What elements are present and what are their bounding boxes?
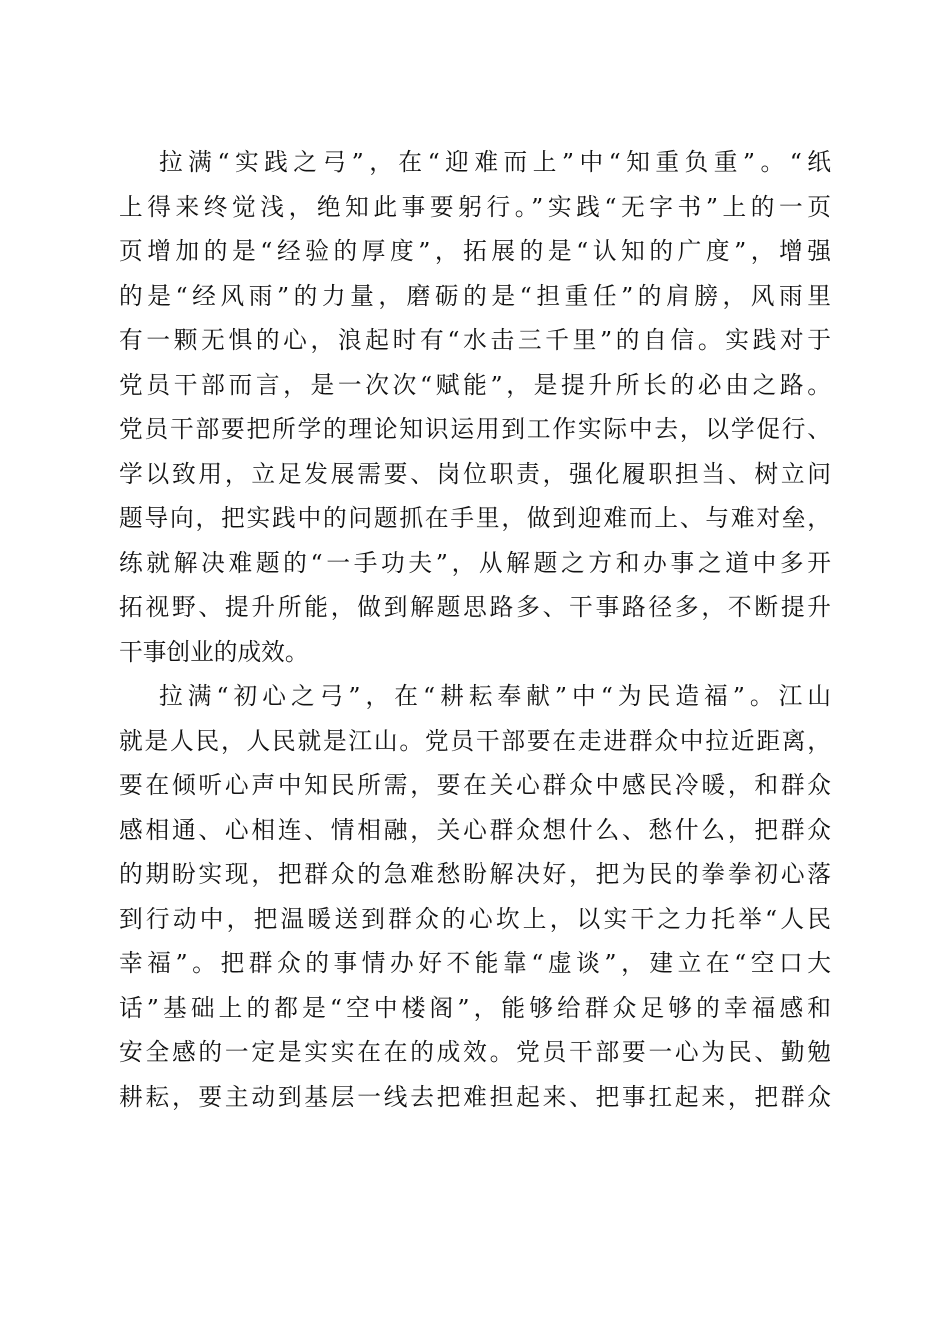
text-line: 党员干部要把所学的理论知识运用到工作实际中去，以学促行、 <box>119 415 831 443</box>
text-line: 要在倾听心声中知民所需，要在关心群众中感民冷暖，和群众 <box>119 771 831 799</box>
text-line: 党员干部而言，是一次次“赋能”，是提升所长的必由之路。 <box>119 370 831 399</box>
paragraph-practice-bow <box>119 140 831 674</box>
paragraph-original-aspiration-bow <box>119 674 831 1119</box>
text-line: 就是人民，人民就是江山。党员干部要在走进群众中拉近距离， <box>119 726 831 755</box>
text-line: 题导向，把实践中的问题抓在手里，做到迎难而上、与难对垒， <box>119 504 831 532</box>
text-line: 的是“经风雨”的力量，磨砺的是“担重任”的肩膀，风雨里 <box>119 281 831 310</box>
text-line: 幸福”。把群众的事情办好不能靠“虚谈”，建立在“空口大 <box>119 949 831 977</box>
text-line: 安全感的一定是实实在在的成效。党员干部要一心为民、勤勉 <box>119 1038 831 1066</box>
text-line: 拉满“实践之弓”，在“迎难而上”中“知重负重”。“纸 <box>159 148 831 176</box>
document-body <box>119 140 831 1119</box>
text-line: 拉满“初心之弓”，在“耕耘奉献”中“为民造福”。江山 <box>159 682 831 710</box>
text-line: 的期盼实现，把群众的急难愁盼解决好，把为民的拳拳初心落 <box>119 860 831 888</box>
text-line: 干事创业的成效。 <box>119 637 309 666</box>
text-line: 练就解决难题的“一手功夫”，从解题之方和办事之道中多开 <box>119 548 831 577</box>
text-line: 到行动中，把温暖送到群众的心坎上，以实干之力托举“人民 <box>119 904 831 933</box>
text-line: 耕耘，要主动到基层一线去把难担起来、把事扛起来，把群众 <box>119 1082 831 1111</box>
text-line: 学以致用，立足发展需要、岗位职责，强化履职担当、树立问 <box>119 459 831 488</box>
text-line: 感相通、心相连、情相融，关心群众想什么、愁什么，把群众 <box>119 815 831 844</box>
text-line: 有一颗无惧的心，浪起时有“水击三千里”的自信。实践对于 <box>119 326 831 354</box>
text-line: 拓视野、提升所能，做到解题思路多、干事路径多，不断提升 <box>119 593 831 621</box>
text-line: 上得来终觉浅，绝知此事要躬行。”实践“无字书”上的一页 <box>119 192 831 221</box>
text-line: 页增加的是“经验的厚度”，拓展的是“认知的广度”，增强 <box>119 237 831 265</box>
text-line: 话”基础上的都是“空中楼阁”，能够给群众足够的幸福感和 <box>119 993 831 1022</box>
